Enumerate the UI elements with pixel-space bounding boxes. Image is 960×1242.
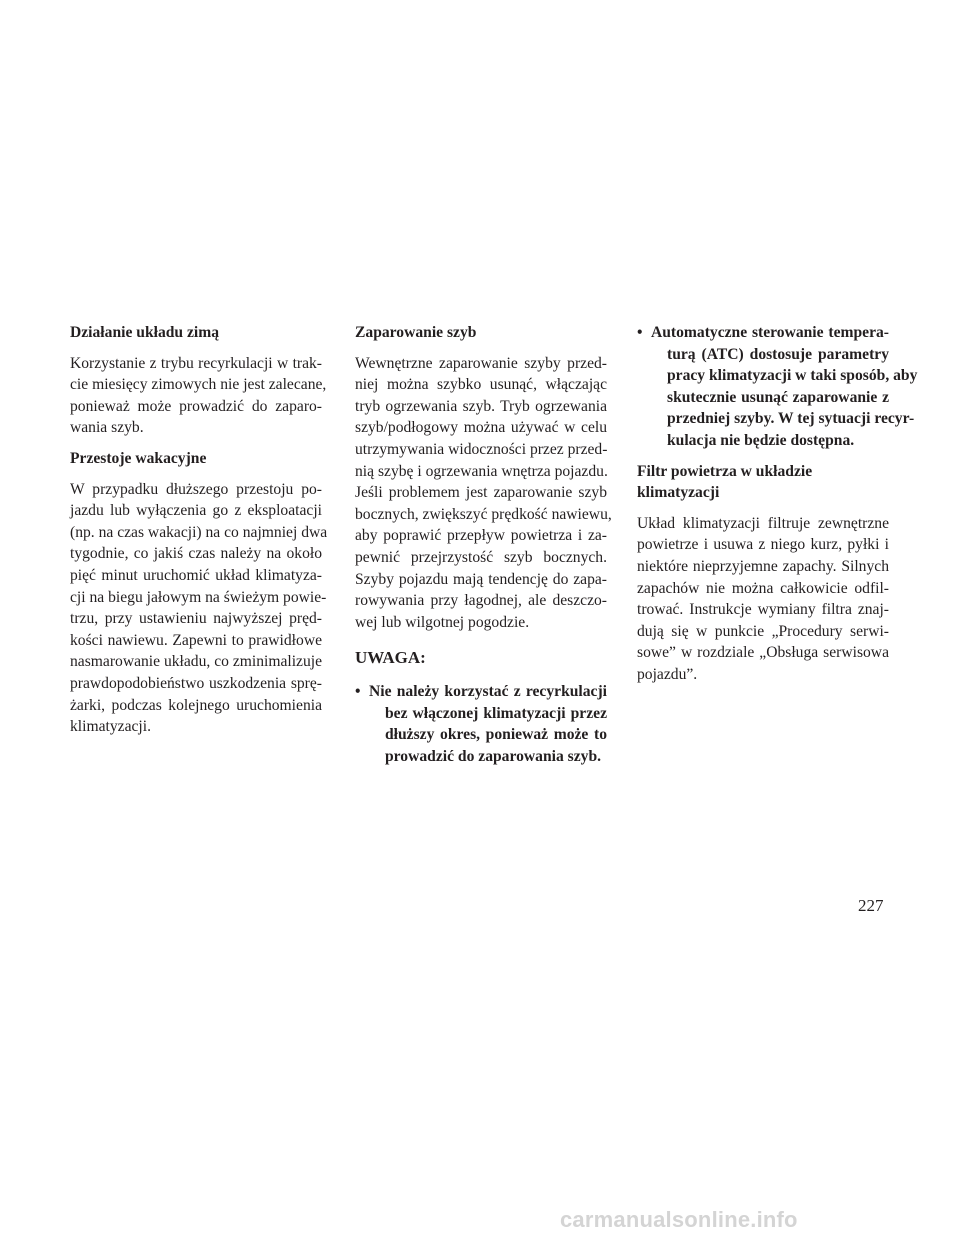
text-line: pięć minut uruchomić układ klimatyza- [70,566,322,584]
text-line: Szyby pojazdu mają tendencję do zapa- [355,570,607,588]
text-line: (np. na czas wakacji) na co najmniej dwa [70,523,328,541]
text-line: tryb ogrzewania szyb. Tryb ogrzewania [355,397,607,415]
text-line: pojazdu”. [637,665,698,683]
text-line: Korzystanie z trybu recyrkulacji w trak- [70,354,322,372]
text-line: W przypadku dłuższego przestoju po- [70,480,322,498]
paragraph-air-filter [637,513,889,686]
text-line: bez włączonej klimatyzacji przez [385,704,607,722]
text-line: klimatyzacji. [70,718,151,736]
atc-bullet [637,322,918,452]
paragraph-winter [70,353,327,439]
paragraph-vacation [70,479,328,738]
text-line: ponieważ może prowadzić do zaparo- [70,397,322,415]
text-line: tygodnie, co jakiś czas należy na około [70,545,322,563]
text-line: Jeśli problemem jest zaparowanie szyb [355,484,607,502]
text-line: rowywania przy łagodnej, ale deszczo- [355,592,607,610]
heading-vacation-storage: Przestoje wakacyjne [70,449,207,467]
text-line: cji na biegu jałowym na świeżym powie- [70,588,327,606]
text-line: kulacja nie będzie dostępna. [667,431,855,449]
text-line: nasmarowanie układu, co zminimalizuje [70,653,323,671]
watermark: carmanualsonline.info [560,1207,798,1232]
text-line: Układ klimatyzacji filtruje zewnętrzne [637,514,889,532]
text-line: jazdu lub wyłączenia go z eksploatacji [70,502,322,520]
text-line: zapachów nie można całkowicie odfil- [637,579,889,597]
text-line: wej lub wilgotnej pogodzie. [355,613,530,631]
text-line: aby poprawić przepływ powietrza i za- [355,527,607,545]
text-line: żarki, podczas kolejnego uruchomienia [70,696,322,714]
text-line: trować. Instrukcje wymiany filtra znaj- [637,601,889,619]
text-line: prowadzić do zaparowania szyb. [385,747,602,765]
text-line: wania szyb. [70,419,144,437]
heading-line: Filtr powietrza w układzie [637,462,813,480]
heading-winter-operation: Działanie układu zimą [70,324,220,341]
text-line: sowe” w rozdziale „Obsługa serwisowa [637,644,889,662]
text-line: Automatyczne sterowanie tempera- [651,324,889,341]
text-line: prawdopodobieństwo uszkodzenia sprę- [70,674,322,692]
text-line: niej można szybko usunąć, włączając [355,376,607,394]
warning-bullet [355,681,607,767]
text-line: Nie należy korzystać z recyrkulacji [369,682,607,700]
text-line: pewnić przejrzystość szyb bocznych. [355,548,607,566]
text-line: niektóre nieprzyjemne zapachy. Silnych [637,557,889,575]
heading-cabin-air-filter [637,461,889,504]
text-line: turą (ATC) dostosuje parametry [667,345,889,363]
text-line: przedniej szyby. W tej sytuacji recyr- [667,410,915,428]
text-line: dłuższy okres, ponieważ może to [385,726,607,744]
text-line: dują się w punkcie „Procedury serwi- [637,622,889,640]
text-line: nią szybę i ogrzewania wnętrza pojazdu. [355,462,608,480]
paragraph-fogging [355,353,612,634]
text-line: cie miesięcy zimowych nie jest zalecane, [70,376,327,394]
column-left [70,322,328,747]
text-line: trzu, przy ustawieniu najwyższej pręd- [70,610,322,628]
text-line: skutecznie usunąć zaparowanie z [667,388,889,406]
text-line: szyb/podłogowy można używać w celu [355,419,607,437]
column-right [637,322,918,695]
text-line: Wewnętrzne zaparowanie szyby przed- [355,354,607,372]
column-middle [355,322,612,767]
text-line: pracy klimatyzacji w taki sposób, aby [667,367,918,385]
text-line: kości nawiewu. Zapewni to prawidłowe [70,631,322,649]
heading-line: klimatyzacji [637,484,720,502]
bullet-icon: • [355,682,361,700]
text-line: utrzymywania widoczności przez przed- [355,440,608,458]
text-line: powietrze i usuwa z niego kurz, pyłki i [637,536,889,554]
warning-label: UWAGA: [355,648,426,668]
heading-fogging: Zaparowanie szyb [355,324,477,341]
bullet-icon: • [637,324,643,341]
text-line: bocznych, zwiększyć prędkość nawiewu, [355,505,612,523]
page-number: 227 [858,896,884,915]
